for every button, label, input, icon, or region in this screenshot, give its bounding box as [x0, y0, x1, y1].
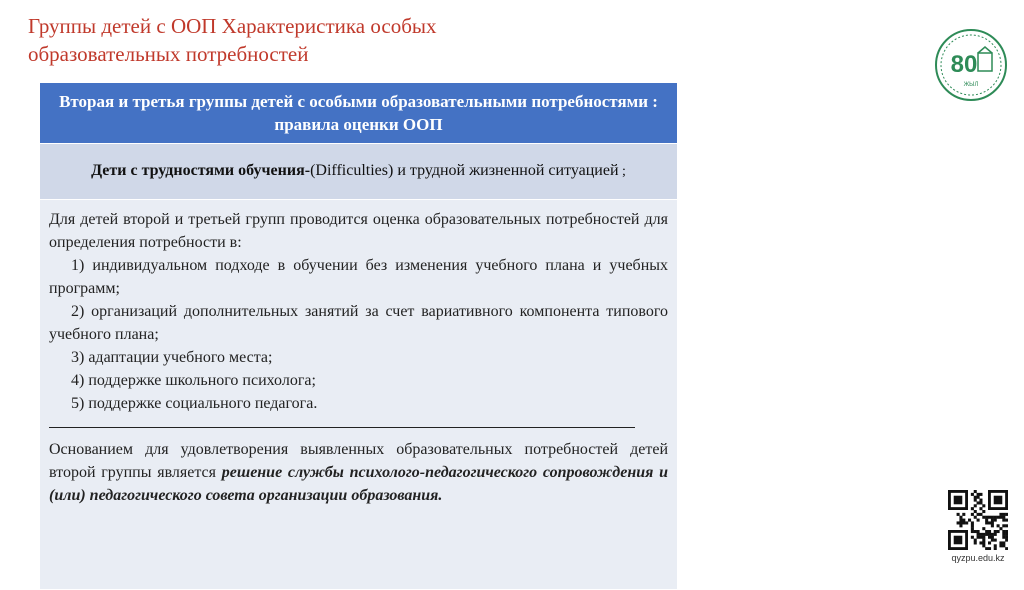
qr-code-icon [948, 490, 1008, 550]
subheader-bold-text: Дети с трудностями обучения- [91, 162, 311, 179]
logo-caption: ЖЫЛ [963, 82, 979, 88]
table-body [40, 200, 678, 590]
subheader-tail: ; [618, 164, 626, 179]
site-url[interactable]: qyzpu.edu.kz [951, 553, 1005, 563]
divider [49, 427, 635, 428]
list-item: 3) адаптации учебного места; [71, 349, 273, 366]
anniversary-logo [934, 28, 1008, 102]
list-item: 1) индивидуальном подходе в обучении без изменения учебного плана и учебных программ; [49, 257, 668, 297]
table-subheader [40, 144, 678, 200]
subheader-text: (Difficulties) и трудной жизненной ситуацией [310, 162, 619, 179]
list-item: 5) поддержке социального педагога. [71, 395, 318, 412]
conclusion-emphasis: решение службы психолого-педагогического сопровождения и (или) педагогического совета организации образования. [49, 464, 668, 504]
info-table [39, 82, 678, 590]
table-header: Вторая и третья группы детей с особыми образовательными потребностями : правила оценки ООП [40, 83, 678, 144]
university-anniversary-seal-icon [934, 28, 1008, 102]
conclusion-text: Основанием для удовлетворения выявленных образовательных потребностей детей второй группы является [49, 441, 668, 481]
slide-title: Группы детей с ООП Характеристика особых образовательных потребностей [28, 14, 437, 66]
list-item: 4) поддержке школьного психолога; [71, 372, 316, 389]
list-item: 2) организаций дополнительных занятий за счет вариативного компонента типового учебного плана; [49, 303, 668, 343]
conclusion-paragraph [49, 438, 668, 507]
logo-number: 80 [950, 51, 978, 78]
qr-code[interactable] [948, 490, 1008, 550]
intro-paragraph: Для детей второй и третьей групп проводится оценка образовательных потребностей для определения потребности в: [49, 211, 668, 251]
